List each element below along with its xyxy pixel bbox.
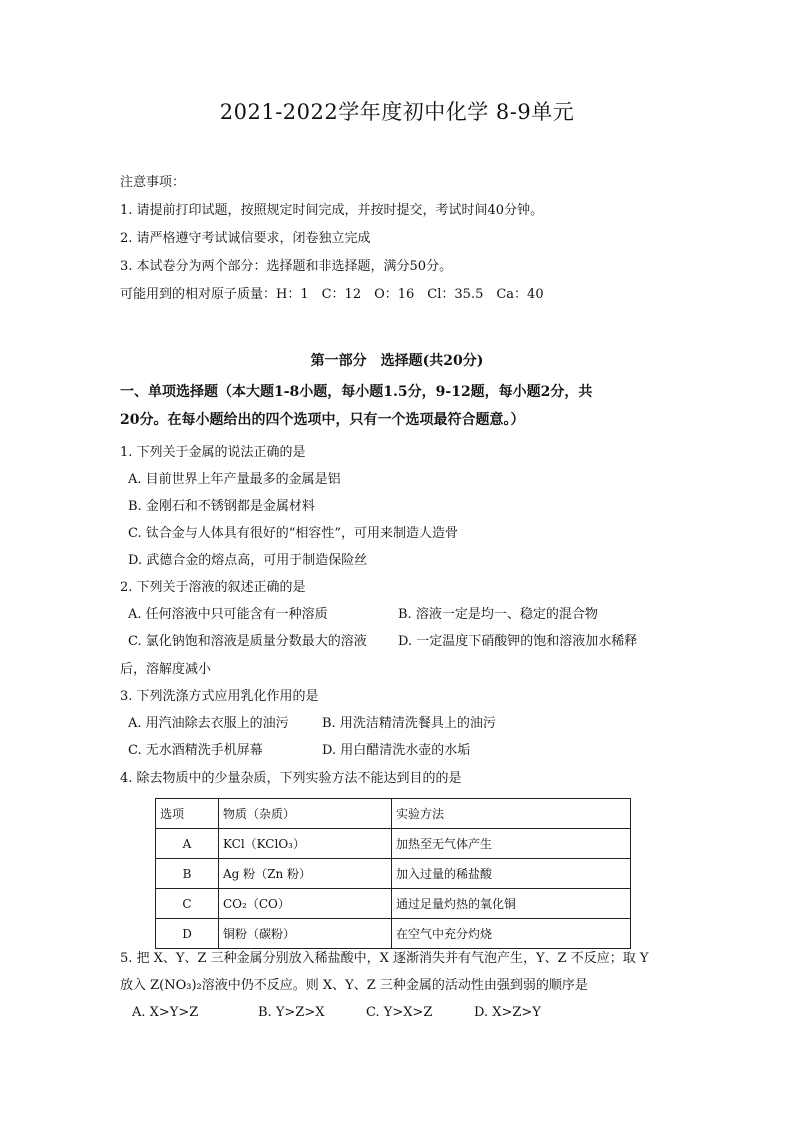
q5-option-b: B. Y>Z>X [258,1005,325,1020]
notes-heading: 注意事项： [120,175,186,190]
table-header-row [156,799,631,829]
q5-stem-line2: 放入 Z(NO₃)₂溶液中仍不反应。则 X、Y、Z 三种金属的活动性由强到弱的顺序是 [120,978,588,993]
q5-option-d: D. X>Z>Y [474,1005,541,1020]
q5-option-a: A. X>Y>Z [132,1005,199,1020]
table-cell: B [156,859,219,889]
table-cell: 加热至无气体产生 [392,829,631,859]
table-cell: 在空气中充分灼烧 [392,919,631,949]
table-cell: KCl（KClO₃） [219,829,392,859]
q3-stem: 3. 下列洗涤方式应用乳化作用的是 [120,689,319,704]
table-row [156,919,631,949]
table-cell: D [156,919,219,949]
q5-option-c: C. Y>X>Z [366,1005,433,1020]
section-instructions [120,378,680,434]
section-title: 第一部分 选择题(共20分) [310,353,484,369]
table-header-cell: 选项 [156,799,219,829]
table-cell: Ag 粉（Zn 粉） [219,859,392,889]
q2-option-d: D. 一定温度下硝酸钾的饱和溶液加水稀释 [398,634,638,649]
q1-option-b: B. 金刚石和不锈钢都是金属材料 [128,499,315,514]
table-cell: 加入过量的稀盐酸 [392,859,631,889]
note-item-3: 3. 本试卷分为两个部分：选择题和非选择题，满分50分。 [120,259,453,274]
page-title: 2021-2022学年度初中化学 8-9单元 [219,100,575,124]
q4-table [155,798,631,949]
atomic-mass-line: 可能用到的相对原子质量：H：1 C：12 O：16 Cl：35.5 Ca：40 [120,287,544,302]
table-header-cell: 实验方法 [392,799,631,829]
table-cell: 铜粉（碳粉） [219,919,392,949]
table-cell: C [156,889,219,919]
q5-stem-line1: 5. 把 X、Y、Z 三种金属分别放入稀盐酸中，X 逐渐消失并有气泡产生，Y、Z 不反应；取 Y [120,951,649,966]
section-instructions-line2: 20分。在每小题给出的四个选项中，只有一个选项最符合题意。） [120,412,525,428]
section-instructions-line1: 一、单项选择题（本大题1-8小题，每小题1.5分，9-12题，每小题2分，共 [120,384,593,400]
q3-option-c: C. 无水酒精洗手机屏幕 [128,743,263,758]
q2-option-a: A. 任何溶液中只可能含有一种溶质 [128,607,328,622]
q4-stem: 4. 除去物质中的少量杂质，下列实验方法不能达到目的的是 [120,771,462,786]
q3-option-b: B. 用洗洁精清洗餐具上的油污 [322,716,496,731]
note-item-1: 1. 请提前打印试题，按照规定时间完成，并按时提交，考试时间40分钟。 [120,203,544,218]
table-cell: 通过足量灼热的氧化铜 [392,889,631,919]
q3-option-d: D. 用白醋清洗水壶的水垢 [322,743,471,758]
q1-stem: 1. 下列关于金属的说法正确的是 [120,445,306,460]
q2-stem: 2. 下列关于溶液的叙述正确的是 [120,580,306,595]
q1-option-d: D. 武德合金的熔点高，可用于制造保险丝 [128,553,368,568]
table-row [156,889,631,919]
q2-option-c: C. 氯化钠饱和溶液是质量分数最大的溶液 [128,634,367,649]
q1-option-c: C. 钛合金与人体具有很好的“相容性”，可用来制造人造骨 [128,526,459,541]
table-row [156,859,631,889]
q1-option-a: A. 目前世界上年产量最多的金属是铝 [128,472,341,487]
table-cell: A [156,829,219,859]
table-header-cell: 物质（杂质） [219,799,392,829]
note-item-2: 2. 请严格遵守考试诚信要求，闭卷独立完成 [120,231,371,246]
q2-option-b: B. 溶液一定是均一、稳定的混合物 [398,607,598,622]
table-row [156,829,631,859]
q3-option-a: A. 用汽油除去衣服上的油污 [128,716,289,731]
q2-option-d-continued: 后，溶解度减小 [120,662,212,677]
table-cell: CO₂（CO） [219,889,392,919]
